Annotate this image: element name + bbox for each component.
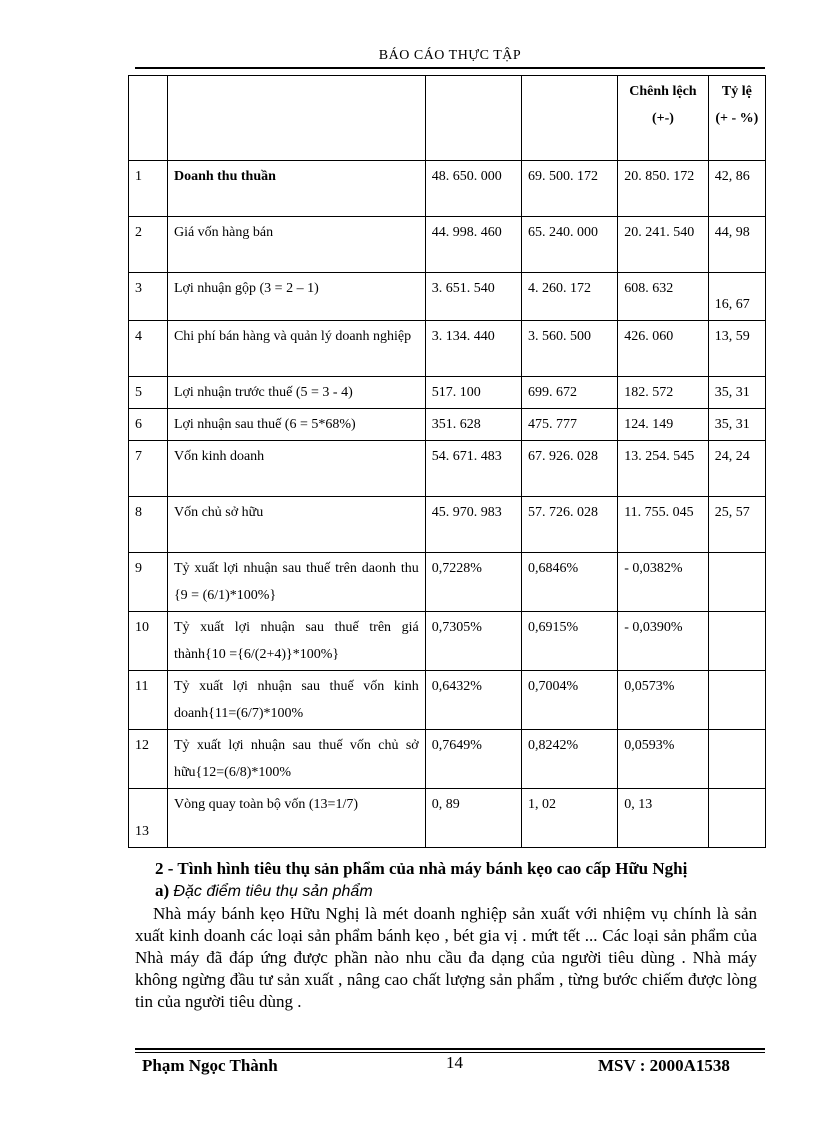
row-value-curr: 3. 560. 500 (521, 321, 617, 377)
row-value-curr: 475. 777 (521, 409, 617, 441)
row-label: Lợi nhuận sau thuế (6 = 5*68%) (167, 409, 425, 441)
row-number: 3 (129, 273, 168, 321)
row-ratio (708, 730, 765, 789)
row-value-prev: 0,7305% (425, 612, 521, 671)
row-value-curr: 0,8242% (521, 730, 617, 789)
section-title: 2 - Tình hình tiêu thụ sản phẩm của nhà máy bánh kẹo cao cấp Hữu Nghị (155, 859, 688, 878)
body-section (135, 858, 757, 1013)
table-row (129, 612, 766, 671)
header-cell-pct: Tỷ lệ (+ - %) (708, 76, 765, 161)
row-label: Vốn kinh doanh (167, 441, 425, 497)
table-row (129, 441, 766, 497)
row-ratio: 24, 24 (708, 441, 765, 497)
row-ratio (708, 553, 765, 612)
row-ratio (708, 789, 765, 848)
header-cell-v1 (425, 76, 521, 161)
row-ratio: 35, 31 (708, 377, 765, 409)
row-number: 12 (129, 730, 168, 789)
table-row (129, 553, 766, 612)
row-value-prev: 0,7228% (425, 553, 521, 612)
row-ratio: 44, 98 (708, 217, 765, 273)
row-number: 11 (129, 671, 168, 730)
row-value-curr: 4. 260. 172 (521, 273, 617, 321)
table-row (129, 377, 766, 409)
row-difference: 20. 850. 172 (618, 161, 709, 217)
header-cell-diff: Chênh lệch (+-) (618, 76, 709, 161)
row-value-prev: 54. 671. 483 (425, 441, 521, 497)
row-value-curr: 699. 672 (521, 377, 617, 409)
row-difference: 0, 13 (618, 789, 709, 848)
row-label: Tỷ xuất lợi nhuận sau thuế trên giá thành{10 ={6/(2+4)}*100%} (167, 612, 425, 671)
row-value-prev: 0, 89 (425, 789, 521, 848)
section-paragraph: Nhà máy bánh kẹo Hữu Nghị là mét doanh nghiệp sản xuất với nhiệm vụ chính là sản xuất kinh doanh các loại sản phẩm bánh kẹo , bét gia vị . mứt tết ... Các loại sản phẩm của Nhà máy đã đáp ứng được phần nào nhu cầu đa dạng của người tiêu dùng . Nhà máy không ngừng đầu tư sản xuất , nâng cao chất lượng sản phẩm , từng bước chiếm được lòng tin của người tiêu dùng . (135, 904, 757, 1011)
table-row (129, 671, 766, 730)
row-difference: - 0,0382% (618, 553, 709, 612)
row-value-curr: 57. 726. 028 (521, 497, 617, 553)
row-difference: 608. 632 (618, 273, 709, 321)
row-label: Vốn chủ sở hữu (167, 497, 425, 553)
row-number: 1 (129, 161, 168, 217)
row-number: 9 (129, 553, 168, 612)
row-difference: 20. 241. 540 (618, 217, 709, 273)
table-row (129, 497, 766, 553)
header-rule (135, 67, 765, 69)
row-ratio (708, 671, 765, 730)
row-value-prev: 3. 134. 440 (425, 321, 521, 377)
row-label: Lợi nhuận trước thuế (5 = 3 - 4) (167, 377, 425, 409)
row-value-prev: 44. 998. 460 (425, 217, 521, 273)
subsection-title (135, 880, 757, 903)
row-label: Lợi nhuận gộp (3 = 2 – 1) (167, 273, 425, 321)
row-ratio: 13, 59 (708, 321, 765, 377)
table-row (129, 273, 766, 321)
row-value-prev: 3. 651. 540 (425, 273, 521, 321)
row-label: Chi phí bán hàng và quản lý doanh nghiệp (167, 321, 425, 377)
table-row (129, 409, 766, 441)
row-difference: - 0,0390% (618, 612, 709, 671)
subsection-label: a) (155, 881, 170, 900)
row-number: 8 (129, 497, 168, 553)
row-number: 4 (129, 321, 168, 377)
row-difference: 0,0593% (618, 730, 709, 789)
row-label: Tỷ xuất lợi nhuận sau thuế trên daonh thu {9 = (6/1)*100%} (167, 553, 425, 612)
row-difference: 13. 254. 545 (618, 441, 709, 497)
table-row (129, 789, 766, 848)
row-label: Tỷ xuất lợi nhuận sau thuế vốn kinh doanh{11=(6/7)*100% (167, 671, 425, 730)
row-value-curr: 0,6915% (521, 612, 617, 671)
row-value-curr: 67. 926. 028 (521, 441, 617, 497)
row-number: 10 (129, 612, 168, 671)
row-value-curr: 1, 02 (521, 789, 617, 848)
row-ratio: 16, 67 (708, 273, 765, 321)
table-row (129, 161, 766, 217)
row-difference: 11. 755. 045 (618, 497, 709, 553)
row-value-prev: 48. 650. 000 (425, 161, 521, 217)
table-row (129, 217, 766, 273)
row-label: Tỷ xuất lợi nhuận sau thuế vốn chủ sở hữu{12=(6/8)*100% (167, 730, 425, 789)
header-cell-name (167, 76, 425, 161)
row-ratio: 25, 57 (708, 497, 765, 553)
footer-author: Phạm Ngọc Thành (142, 1056, 278, 1075)
header-cell-no (129, 76, 168, 161)
row-label: Giá vốn hàng bán (167, 217, 425, 273)
row-difference: 0,0573% (618, 671, 709, 730)
row-ratio (708, 612, 765, 671)
page-header: BÁO CÁO THỰC TẬP (378, 48, 522, 63)
row-number: 2 (129, 217, 168, 273)
row-value-prev: 0,6432% (425, 671, 521, 730)
subsection-heading: Đặc điểm tiêu thụ sản phẩm (173, 883, 373, 900)
row-difference: 124. 149 (618, 409, 709, 441)
footer-rule (135, 1048, 765, 1050)
footer-student-id: MSV : 2000A1538 (598, 1056, 730, 1075)
row-number: 13 (129, 789, 168, 848)
row-value-prev: 351. 628 (425, 409, 521, 441)
financial-table (128, 75, 766, 848)
row-value-curr: 69. 500. 172 (521, 161, 617, 217)
row-number: 7 (129, 441, 168, 497)
row-value-prev: 0,7649% (425, 730, 521, 789)
table-header-row (129, 76, 766, 161)
row-value-curr: 65. 240. 000 (521, 217, 617, 273)
row-value-curr: 0,7004% (521, 671, 617, 730)
row-difference: 426. 060 (618, 321, 709, 377)
row-label: Doanh thu thuần (167, 161, 425, 217)
table-row (129, 321, 766, 377)
row-number: 6 (129, 409, 168, 441)
row-difference: 182. 572 (618, 377, 709, 409)
row-ratio: 42, 86 (708, 161, 765, 217)
row-value-prev: 45. 970. 983 (425, 497, 521, 553)
row-value-prev: 517. 100 (425, 377, 521, 409)
row-label: Vòng quay toàn bộ vốn (13=1/7) (167, 789, 425, 848)
row-value-curr: 0,6846% (521, 553, 617, 612)
row-ratio: 35, 31 (708, 409, 765, 441)
table-row (129, 730, 766, 789)
header-cell-v2 (521, 76, 617, 161)
page-number: 14 (446, 1053, 463, 1072)
row-number: 5 (129, 377, 168, 409)
